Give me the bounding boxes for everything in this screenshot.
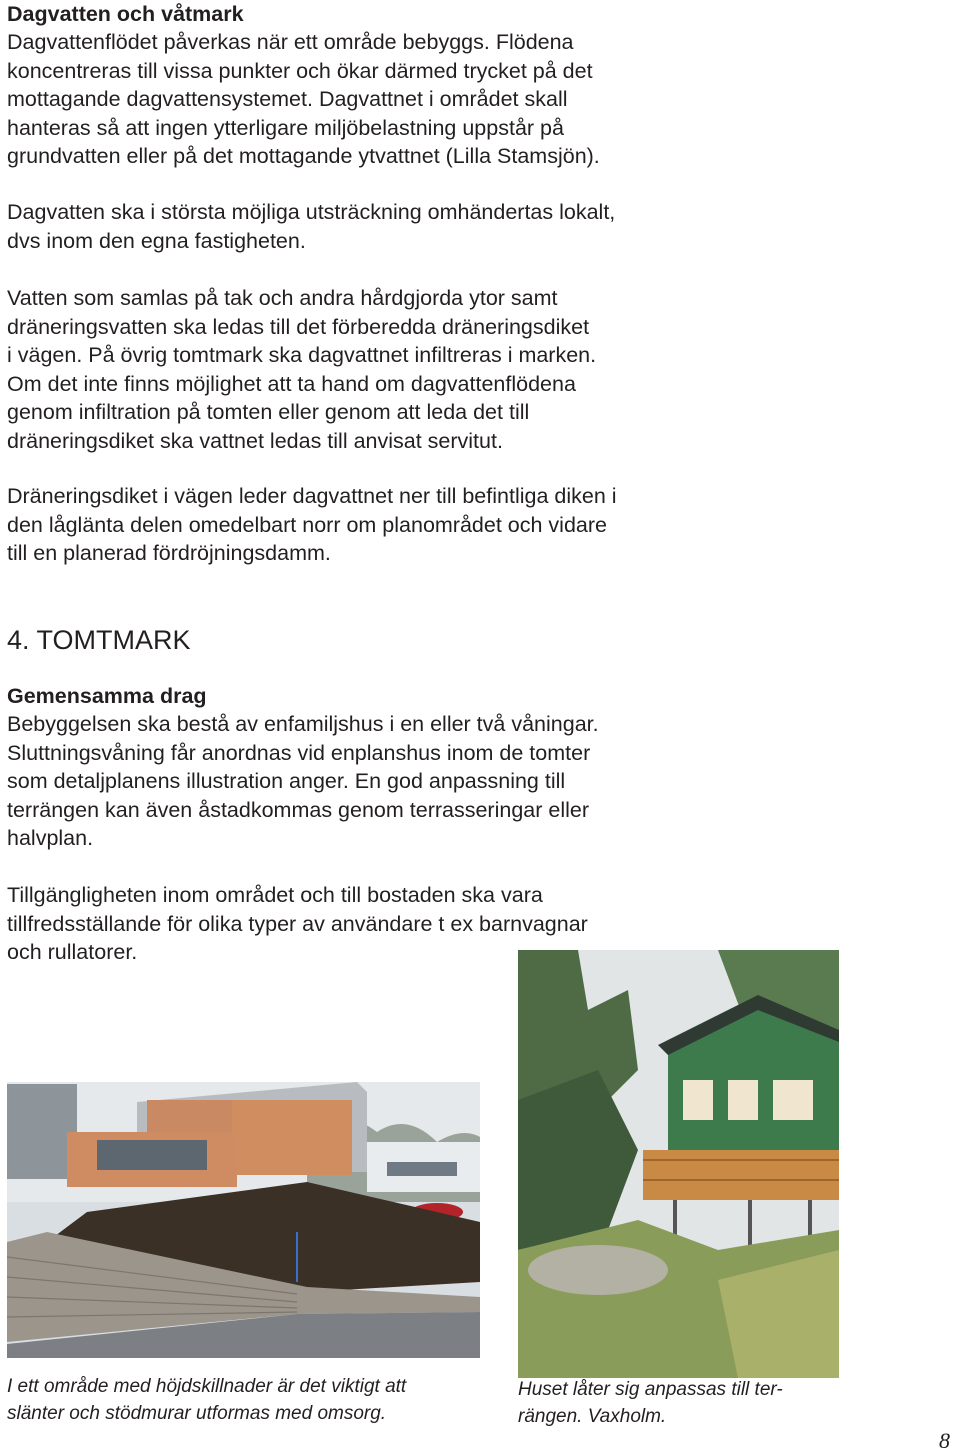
text-line: Bebyggelsen ska bestå av enfamiljshus i en eller två våningar. xyxy=(7,712,599,736)
text-line: Sluttningsvåning får anordnas vid enplanshus inom de tomter xyxy=(7,740,591,765)
page-number: 8 xyxy=(939,1428,950,1453)
text-line: Dagvattenflödet påverkas när ett område bebyggs. Flödena xyxy=(7,30,574,54)
text-line: till en planerad fördröjningsdamm. xyxy=(7,541,331,565)
text-line: genom infiltration på tomten eller genom att leda det till xyxy=(7,400,530,424)
paragraph-drainage xyxy=(7,284,596,455)
text-line: och rullatorer. xyxy=(7,940,138,964)
text-line: dräneringsvatten ska ledas till det förberedda dräneringsdiket xyxy=(7,314,590,339)
text-line: dräneringsdiket ska vattnet ledas till anvisat servitut. xyxy=(7,428,503,453)
caption-line: I ett område med höjdskillnader är det viktigt att xyxy=(7,1376,407,1397)
text-line: mottagande dagvattensystemet. Dagvattnet i området skall xyxy=(7,87,568,111)
text-line: Vatten som samlas på tak och andra hårdgjorda ytor samt xyxy=(7,286,558,310)
text-line: Om det inte finns möjlighet att ta hand om dagvattenflödena xyxy=(7,371,576,396)
text-line: halvplan. xyxy=(7,826,94,850)
text-line: Tillgängligheten inom området och till bostaden ska vara xyxy=(7,883,543,907)
photo-retaining-wall xyxy=(7,1082,480,1358)
text-line: Dagvatten ska i största möjliga utsträckning omhändertas lokalt, xyxy=(7,200,616,224)
caption-line: Huset låter sig anpassas till ter- xyxy=(518,1379,783,1400)
paragraph-local-handling xyxy=(7,198,615,255)
paragraph-accessibility xyxy=(7,881,588,967)
text-line: dvs inom den egna fastigheten. xyxy=(7,228,306,253)
paragraph-buildings xyxy=(7,710,599,853)
photo-green-house xyxy=(518,950,839,1378)
text-line: tillfredsställande för olika typer av användare t ex barnvagnar xyxy=(7,911,588,936)
text-line: hanteras så att ingen ytterligare miljöbelastning uppstår på xyxy=(7,115,564,140)
section-heading-dagvatten: Dagvatten och våtmark xyxy=(7,2,244,26)
chapter-title: 4. TOMTMARK xyxy=(7,625,191,655)
text-line: den låglänta delen omedelbart norr om planområdet och vidare xyxy=(7,512,607,537)
caption-line: rängen. Vaxholm. xyxy=(518,1406,667,1427)
paragraph-ditch xyxy=(7,482,617,568)
text-line: i vägen. På övrig tomtmark ska dagvattnet infiltreras i marken. xyxy=(7,343,597,367)
caption-left-photo xyxy=(7,1373,406,1427)
caption-line: slänter och stödmurar utformas med omsorg. xyxy=(7,1403,387,1424)
text-line: som detaljplanens illustration anger. En god anpassning till xyxy=(7,769,566,793)
text-line: terrängen kan även åstadkommas genom terrasseringar eller xyxy=(7,797,589,822)
paragraph-dagvatten-intro xyxy=(7,28,600,171)
text-line: koncentreras till vissa punkter och ökar därmed trycket på det xyxy=(7,58,593,83)
text-line: Dräneringsdiket i vägen leder dagvattnet ner till befintliga diken i xyxy=(7,484,617,508)
subheading-gemensamma-drag: Gemensamma drag xyxy=(7,684,207,708)
caption-right-photo xyxy=(518,1376,783,1430)
text-line: grundvatten eller på det mottagande ytvattnet (Lilla Stamsjön). xyxy=(7,144,600,168)
